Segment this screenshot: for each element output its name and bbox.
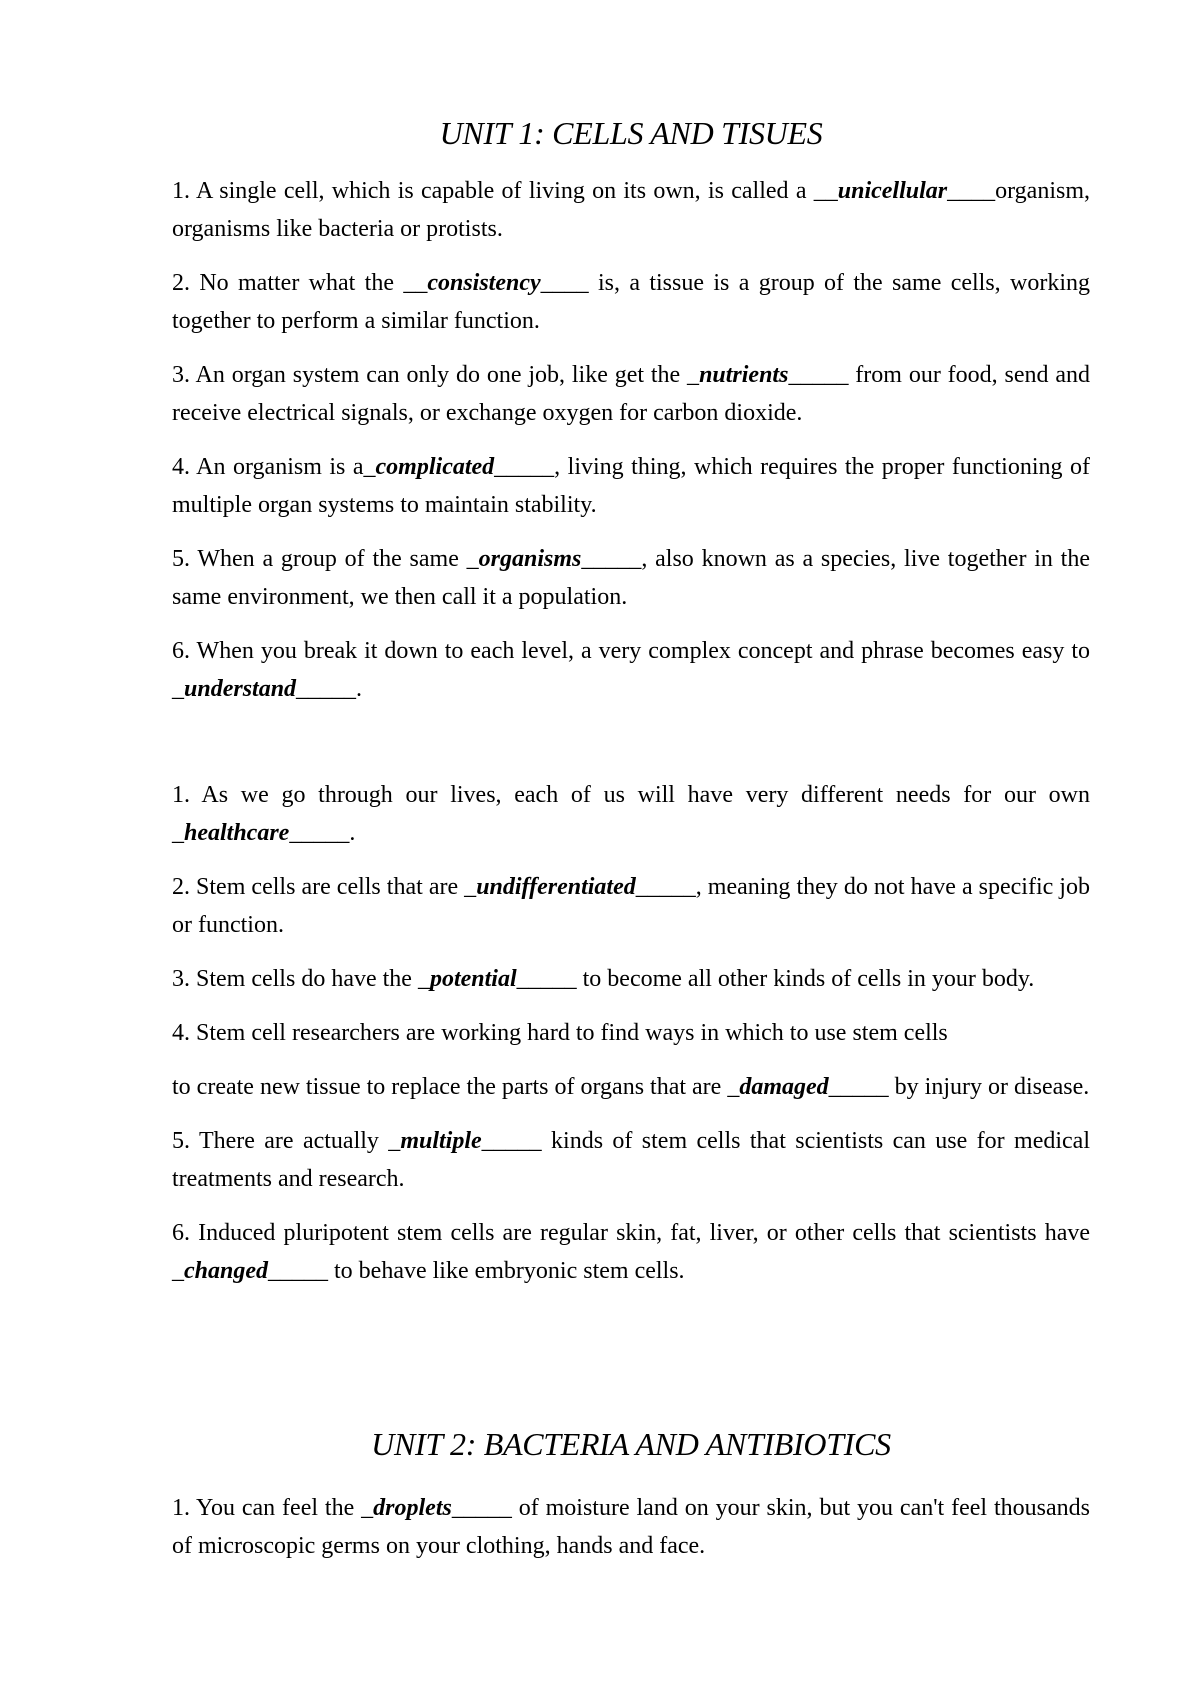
question-continuation: to create new tissue to replace the parts of organs that are _damaged_____ by injury or disease. <box>172 1074 1090 1100</box>
answer: undifferentiated <box>476 874 636 900</box>
unit-2-title: UNIT 2: BACTERIA AND ANTIBIOTICS <box>371 1426 891 1462</box>
question: 6. Induced pluripotent stem cells are regular skin, fat, liver, or other cells that scientists have _changed_____ to behave like embryonic stem cells. <box>172 1220 1090 1284</box>
question: 5. When a group of the same _organisms_____, also known as a species, live together in the same environment, we then call it a population. <box>172 546 1090 610</box>
question: 5. There are actually _multiple_____ kinds of stem cells that scientists can use for medical treatments and research. <box>172 1128 1090 1192</box>
question: 6. When you break it down to each level, a very complex concept and phrase becomes easy to _understand_____. <box>172 638 1090 702</box>
unit-1-part-1 <box>172 172 1090 724</box>
unit-2-questions <box>172 1489 1090 1581</box>
answer: unicellular <box>837 178 948 204</box>
answer: understand <box>184 676 297 702</box>
question: 2. No matter what the __consistency____ is, a tissue is a group of the same cells, working together to perform a similar function. <box>172 270 1091 334</box>
question: 1. As we go through our lives, each of us will have very different needs for our own _healthcare_____. <box>172 782 1090 846</box>
answer: changed <box>184 1258 268 1284</box>
unit-1-title: UNIT 1: CELLS AND TISUES <box>439 115 823 151</box>
question: 4. An organism is a_complicated_____, living thing, which requires the proper functioning of multiple organ systems to maintain stability. <box>172 454 1090 518</box>
answer: multiple <box>400 1128 482 1154</box>
answer: nutrients <box>699 362 789 388</box>
answer: healthcare <box>184 820 290 846</box>
unit-1-part-2 <box>172 776 1090 1306</box>
answer: complicated <box>375 454 495 480</box>
question: 4. Stem cell researchers are working hard to find ways in which to use stem cells <box>172 1020 948 1046</box>
answer: damaged <box>739 1074 829 1100</box>
question: 3. An organ system can only do one job, like get the _nutrients_____ from our food, send and receive electrical signals, or exchange oxygen for carbon dioxide. <box>172 362 1091 426</box>
answer: consistency <box>427 270 541 296</box>
question: 3. Stem cells do have the _potential_____ to become all other kinds of cells in your body. <box>172 966 1035 992</box>
answer: droplets <box>373 1495 452 1521</box>
answer: organisms <box>478 546 582 572</box>
question: 2. Stem cells are cells that are _undifferentiated_____, meaning they do not have a specific job or function. <box>172 874 1090 938</box>
question: 1. You can feel the _droplets_____ of moisture land on your skin, but you can't feel thousands of microscopic germs on your clothing, hands and face. <box>172 1495 1090 1559</box>
question: 1. A single cell, which is capable of living on its own, is called a __unicellular____organism, organisms like bacteria or protists. <box>172 178 1090 242</box>
answer: potential <box>429 966 517 992</box>
